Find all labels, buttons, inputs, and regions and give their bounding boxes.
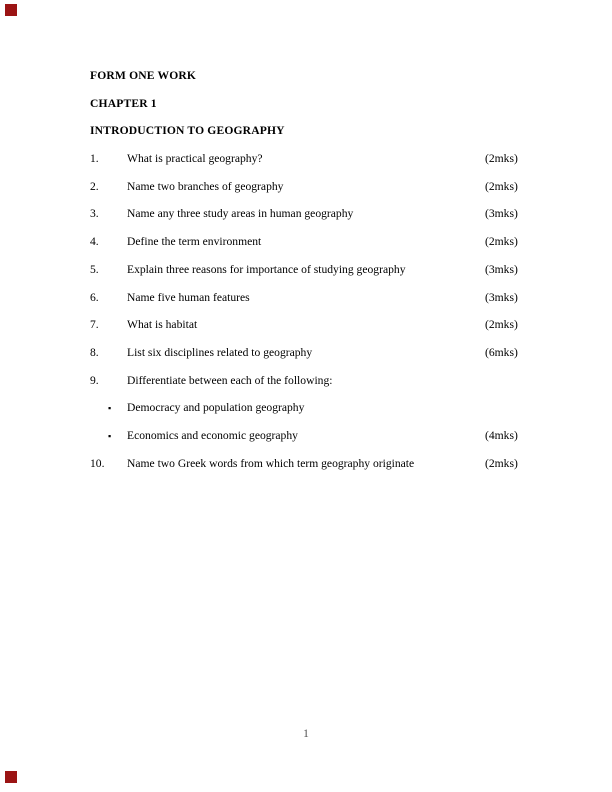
question-text: Name two branches of geography [127,179,284,193]
question-row-8 [90,346,522,374]
chapter-heading: CHAPTER 1 [90,96,157,110]
question-marks: (2mks) [485,235,518,249]
bullet-text: Democracy and population geography [127,401,305,415]
question-number: 6. [90,290,99,304]
question-row-9 [90,374,522,402]
question-number: 7. [90,318,99,332]
bullet-row-1 [90,401,522,429]
question-marks: (2mks) [485,179,518,193]
question-number: 10. [90,456,105,470]
bullet-row-2 [90,429,522,457]
question-row-4 [90,235,522,263]
question-row-7 [90,318,522,346]
question-number: 2. [90,179,99,193]
document-content [90,69,522,484]
question-row-3 [90,207,522,235]
question-row-10 [90,457,522,485]
question-number: 4. [90,235,99,249]
question-number: 9. [90,373,99,387]
section-heading: INTRODUCTION TO GEOGRAPHY [90,124,285,138]
question-text: List six disciplines related to geography [127,345,313,359]
bullet-icon: ▪ [108,403,112,414]
question-row-5 [90,263,522,291]
question-number: 1. [90,152,99,166]
question-text: Name any three study areas in human geography [127,207,354,221]
question-marks: (3mks) [485,207,518,221]
question-text: Explain three reasons for importance of studying geography [127,262,406,276]
question-text: What is practical geography? [127,152,263,166]
question-text: What is habitat [127,318,198,332]
question-text: Define the term environment [127,235,262,249]
page-number: 1 [303,728,309,740]
corner-marker-top-left [5,4,17,16]
question-row-2 [90,180,522,208]
question-marks: (4mks) [485,428,518,442]
question-number: 3. [90,207,99,221]
question-marks: (3mks) [485,262,518,276]
bullet-icon: ▪ [108,430,112,441]
question-text: Differentiate between each of the following: [127,373,333,387]
corner-marker-bottom-left [5,771,17,783]
question-text: Name five human features [127,290,250,304]
question-text: Name two Greek words from which term geography originate [127,456,415,470]
question-number: 5. [90,262,99,276]
question-number: 8. [90,345,99,359]
question-marks: (3mks) [485,290,518,304]
document-title: FORM ONE WORK [90,69,197,82]
question-row-1 [90,152,522,180]
question-row-6 [90,291,522,319]
bullet-text: Economics and economic geography [127,428,298,442]
question-marks: (2mks) [485,152,518,166]
question-marks: (2mks) [485,456,518,470]
question-marks: (6mks) [485,345,518,359]
question-marks: (2mks) [485,318,518,332]
